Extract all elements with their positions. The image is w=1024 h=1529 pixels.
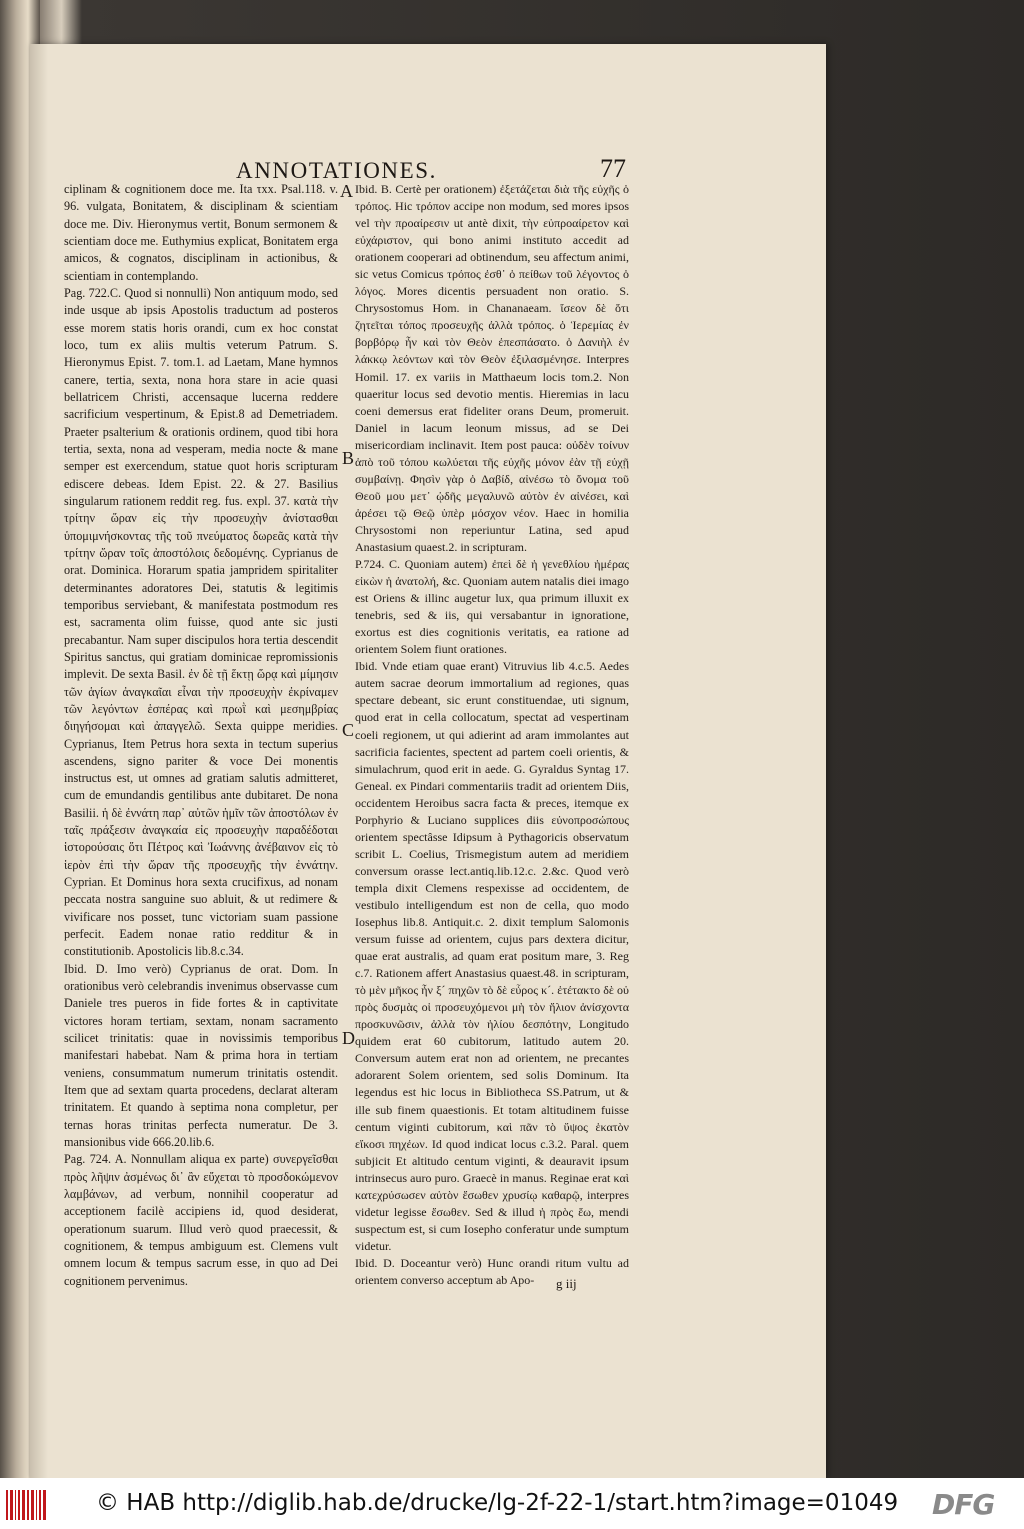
margin-letter-c: C <box>342 720 355 740</box>
right-paragraph: Ibid. Vnde etiam quae erant) Vitruvius lib 4.c.5. Aedes autem sacrae deorum immortalium ad regiones, quas spectare debeant, sic erunt constituendae, uti signum, quod erat in cella collocatum, spectat ad vespertinam coeli regionem, ut qui adierint ad aram immolantes aut sacrificia facientes, spectent ad partem coeli orientis, & simulachrum, quod erit in aede. G. Gyraldus Syntag 17. Geneal. ex Pindari commentariis tradit ad orientem Diis, occidentem Heroibus sacra facta & preces, itemque ex Porphyrio & Luciano supplices diis εὐνοπροσώπους orientem spectâsse Idipsum à Pythagoricis observatum scribit L. Coelius, Trismegistum autem ad meridiem conversum orasse lect.antiq.lib.12.c. 2.&c. Quod verò templa dixit Clemens respexisse ad occidentem, de vestibulo intelligendum est non de cella, quo modo Iosephus lib.8. Antiquit.c. 2. dixit templum Salomonis versum fuisse ad orientem, cujus pars dextera dicitur, quae erat australis, ad quam erat positum mare, 3. Reg c.7. Rationem affert Anastasius quaest.48. in scripturam, τὸ μὲν μῆκος ἦν ξ´ πηχῶν τὸ δὲ εὖρος κ´. ἐτέτακτο δὲ οὐ πρὸς δυσμὰς οἱ προσευχόμενοι μὴ τὸν ἥλιον ἀνίσχοντα προσκυνῶσιν, ἀλλὰ τὸν ἡλίου δεσπότην, Longitudo quidem erat 60 cubitorum, latitudo autem 20. Conversum autem erat non ad orientem, ne precantes adorarent Solem orientem, sed solis Dominum. Ita legendus est hic locus in Bibliotheca SS.Patrum, ut & ille sub finem quaestionis. Et totam altitudinem fuisse centum viginti cubitorum, καὶ πᾶν τὸ ὕψος ἑκατὸν εἴκοσι πηχέων. Id quod indicat locus c.3.2. Paral. quem subjicit Et altitudo centum viginti, & deauravit ipsum intrinsecus auro puro. Graecè in manus. Reginae erat καὶ κατεχρύσωσεν αὐτὸν ἔσωθεν χρυσίῳ καθαρῷ, interpres videtur legisse ἔσωθεν. Sed & illud ἡ πρὸς ἕω, mendi suspectum est, si cum Iosepho conferatur unde sumptum videtur. <box>355 659 629 1253</box>
running-head <box>236 150 626 184</box>
page-number: 77 <box>600 154 626 183</box>
left-paragraph: Pag. 722.C. Quod si nonnulli) Non antiquum modo, sed inde usque ab ipsis Apostolis traductum ad posteros esse morem statis horis orandi, cum ex hoc constat loco, tum ex aliis multis veterum Patrum. S. Hieronymus Epist. 7. tom.1. ad Laetam, Mane hymnos canere, tertia, sexta, nona hora stare in acie quasi bellatricem Christi, accensaque lucerna reddere sacrificium vespertinum, & Epist.8 ad Demetriadem. Praeter psalterium & orationis ordinem, quod tibi hora tertia, sexta, nona ad vesperam, media nocte & mane semper est exercendum, statue quot horis scripturam ediscere debeas. Idem Epist. 22. & 27. Basilius singularum rationem reddit reg. fus. expl. 37. κατὰ τὴν τρίτην ὥραν εἰς τὴν προσευχὴν ἀνίστασθαι ὑπομιμνήσκοντας τῆς τοῦ πνεύματος δωρεᾶς κατὰ τὴν τρίτην ὥραν τοῖς ἀποστόλοις δεδομένης. Cyprianus de orat. Dominica. Horarum spatia jampridem spiritaliter determinantes adoratores Dei, statutis & legitimis temporibus serviebant, & manifestata postmodum res est, sacramenta olim fuisse, quod ante sic justi precabantur. Nam super discipulos hora tertia descendit Spiritus sanctus, qui gratiam dominicae repromissionis implevit. De sexta Basil. ἐν δὲ τῇ ἕκτῃ ὥρᾳ καὶ μίμησιν τῶν ἁγίων ἀναγκαῖαι εἶναι τὴν προσευχὴν ἐκρίναμεν τῶν λεγόντων ἑσπέρας καὶ πρωῒ καὶ μεσημβρίας διηγήσομαι καὶ ἀπαγγελῶ. Sexta quippe meridies. Cyprianus, Item Petrus hora sexta in tectum superius ascendens, signo pariter & voce Dei monentis instructus est, ut omnes ad gratiam salutis admitteret, cum de emundandis gentilibus ante dubitaret. De nona Basilii. ἡ δὲ ἐννάτη παρ᾽ αὐτῶν ἡμῖν τῶν ἀποστόλων ἐν ταῖς πράξεσιν ἀναγκαία εἰς προσευχὴν παραδέδοται ἱστορούσαις ὅτι Πέτρος καὶ Ἰωάννης ἀνέβαινον εἰς τὸ ἱερὸν ἐπὶ τὴν ὥραν τῆς προσευχῆς τὴν ἐννάτην. Cyprian. Et Dominus hora sexta crucifixus, ad nonam peccata nostra sanguine suo abluit, & ut redimere & vivificare nos posset, tunc victoriam suam passione perfecit. Eadem nonae ratio redditur & in constitutionib. Apostolicis lib.8.c.34. <box>64 285 338 959</box>
dfg-logo: DFG <box>932 1488 995 1521</box>
margin-letter-b: B <box>342 448 355 468</box>
right-paragraph: Ibid. D. Doceantur verò) Hunc orandi ritum vultu ad orientem converso acceptum ab Apo- <box>355 1255 629 1287</box>
right-column <box>355 181 629 1289</box>
left-paragraph: Ibid. D. Imo verò) Cyprianus de orat. Dom. In orationibus verò celebrandis invenimus observasse cum Daniele tres pueros in fide fortes & in captivitate victores horam tertiam, sextam, nonam sacramento scilicet trinitatis: quae in novissimis temporibus manifestari habebat. Nam & prima hora in tertiam veniens, consummatum numerum trinitatis ostendit. Item que ad sextam quarta procedens, declarat alteram trinitatem. Et quando à septima nona completur, per ternas horas trinitas perfecta numeratur. De 3. mansionibus vide 666.20.lib.6. <box>64 961 338 1150</box>
left-column <box>64 181 338 1290</box>
left-paragraph: ciplinam & cognitionem doce me. Ita τxx. Psal.118. v. 96. vulgata, Bonitatem, & disciplinam & scientiam doce me. Div. Hieronymus vertit, Bonum sermonem & scientiam doce me. Euthymius explicat, Bonitatem erga amicos, & cognatos, disciplinam in actionibus, & scientiam in contemplando. <box>64 182 338 283</box>
signature-mark: g iij <box>556 1276 577 1291</box>
right-paragraph: P.724. C. Quoniam autem) ἐπεὶ δὲ ἡ γενεθλίου ἡμέρας εἰκὼν ἡ ἀνατολή, &c. Quoniam autem natalis diei imago est Oriens & illinc augetur lux, qua primum illuxit ex tenebris, sed & iis, qui versabantur in ignoratione, exortus est dies cognitionis veritatis, ea ratione ad orientem Solem fiunt orationes. <box>355 557 629 657</box>
margin-letter-d: D <box>342 1028 355 1048</box>
left-paragraph: Pag. 724. A. Nonnullam aliqua ex parte) συνεργεῖσθαι πρὸς λῆψιν ἀσμένως δι᾽ ἂν εὔχεται τὸ προσδοκώμενον λαμβάνων, ad verbum, nonnihil cooperatur ad acceptionem facilè accipiens id, quod desiderat, operationum suarum. Illud verò quod praecessit, & cognitionem, & tempus ambiguum est. Clemens vult omnem locum & tempus sacrum esse, in quo ad Dei cognitionem pervenimus. <box>64 1152 338 1288</box>
right-paragraph: Ibid. B. Certè per orationem) ἐξετάζεται διὰ τῆς εὐχῆς ὁ τρόπος. Hic τρόπον accipe non modum, sed mores ipsos vel τὴν προαίρεσιν ut antè dixit, τὴν εὐπροαίρετον καὶ εὐχάριστον, qui bono animi instituto accedit ad orationem cooperari ad obtinendum, seu affectum animi, sic vetus Comicus τρόπος ἐσθ᾽ ὁ πείθων τοῦ λέγοντος ὁ λόγος. Mores dicentis persuadent non oratio. S. Chrysostomus Hom. in Chananaeam. ἴσεον δὲ ὅτι ζητεῖται τόπος προσευχῆς ἀλλὰ τρόπος. ὁ Ἱερεμίας ἐν βορβόρῳ ἦν καὶ τὸν Θεὸν ἐπεσπάσατο. ὁ Δανιὴλ ἐν λάκκῳ λεόντων καὶ τὸν Θεὸν ἐξιλασμένησε. Interpres Homil. 17. ex variis in Matthaeum locis tom.2. Non quaeritur locus sed devotio mentis. Hieremias in lacu coeni demersus erat fideliter orans Deum, promeruit. Daniel in lacum leonum missus, ad se Dei misericordiam inclinavit. Item post pauca: οὐδὲν τοίνυν ἀπὸ τοῦ τόπου κωλύεται τῆς εὐχῆς μόνον ἐὰν τῇ εὐχῇ συμβαίνῃ. Φησὶν γὰρ ὁ Δαβίδ, αἰνέσω τὸ ὄνομα τοῦ Θεοῦ μου μετ᾽ ᾠδῆς μεγαλυνῶ αὐτὸν ἐν αἰνέσει, καὶ ἀρέσει τῷ Θεῷ ὑπὲρ μόσχον νέον. Haec in homilia Chrysostomi non reperiuntur Latina, sed apud Anastasium quaest.2. in scripturam. <box>355 182 629 554</box>
barcode-icon <box>6 1490 46 1520</box>
source-link[interactable]: © HAB http://diglib.hab.de/drucke/lg-2f-22-1/start.htm?image=01049 <box>96 1490 899 1516</box>
page-title: ANNOTATIONES. <box>236 158 438 183</box>
margin-letter-a: A <box>340 181 353 201</box>
